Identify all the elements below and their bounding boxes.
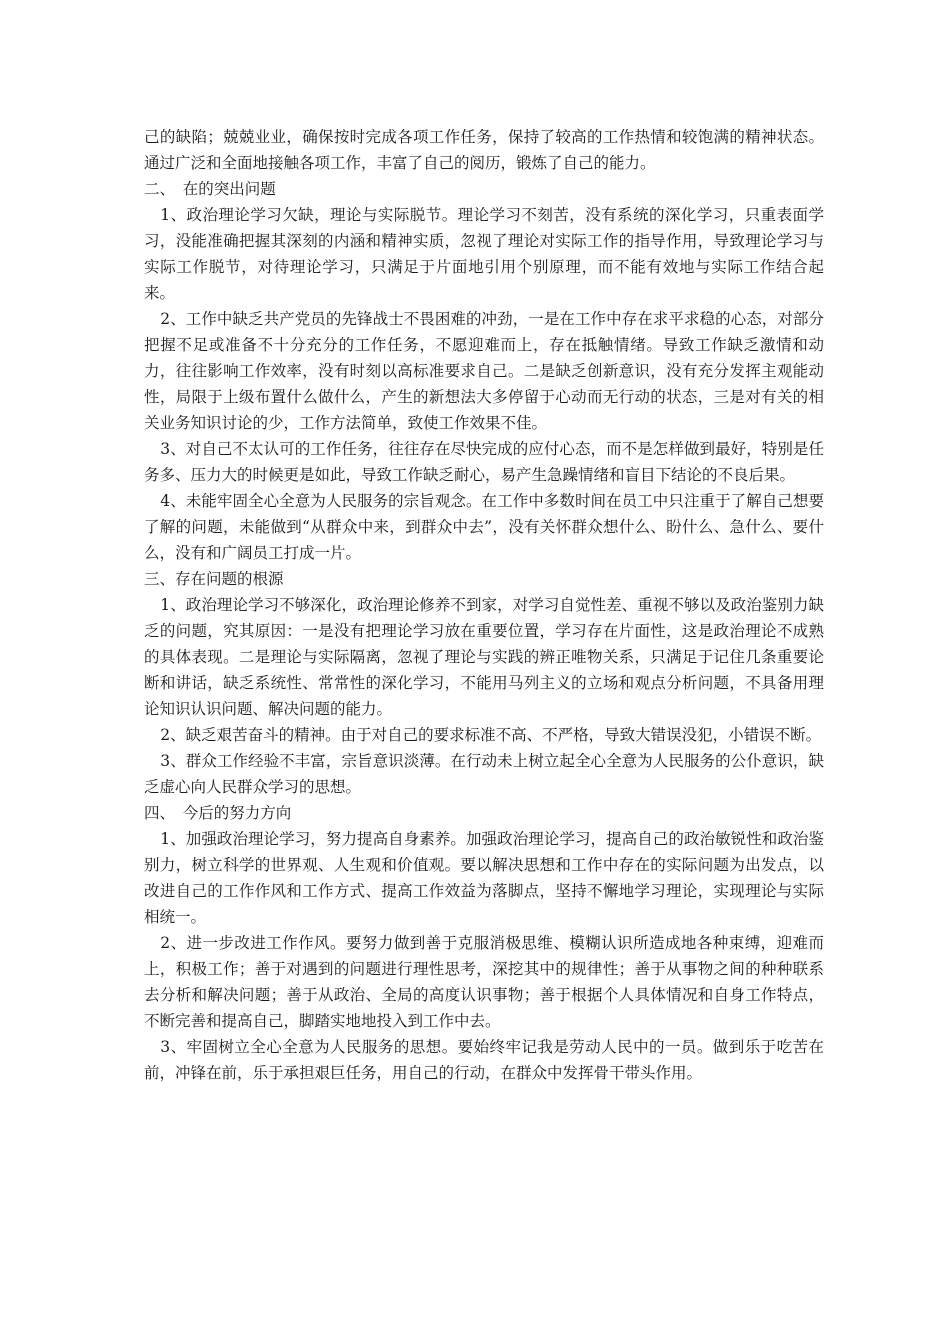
paragraph-root-3: 3、群众工作经验不丰富，宗旨意识淡薄。在行动未上树立起全心全意为人民服务的公仆意识，缺乏虚心向人民群众学习的思想。 [144,752,824,796]
section-heading-3: 三、存在问题的根源 [144,570,284,588]
paragraph-problem-2: 2、工作中缺乏共产党员的先锋战士不畏困难的冲劲，一是在工作中存在求平求稳的心态，对部分把握不足或准备不十分充分的工作任务，不愿迎难而上，存在抵触情绪。导致工作缺乏激情和动力，往往影响工作效率，没有时刻以高标准要求自己。二是缺乏创新意识，没有充分发挥主观能动性，局限于上级布置什么做什么，产生的新想法大多停留于心动而无行动的状态，三是对有关的相关业务知识讨论的少，工作方法简单，致使工作效果不佳。 [144,310,824,432]
paragraph-problem-3: 3、对自己不太认可的工作任务，往往存在尽快完成的应付心态，而不是怎样做到最好，特别是任务多、压力大的时候更是如此，导致工作缺乏耐心，易产生急躁情绪和盲目下结论的不良后果。 [144,440,824,484]
paragraph-problem-1: 1、政治理论学习欠缺，理论与实际脱节。理论学习不刻苦，没有系统的深化学习，只重表面学习，没能准确把握其深刻的内涵和精神实质，忽视了理论对实际工作的指导作用，导致理论学习与实际工作脱节，对待理论学习，只满足于片面地引用个别原理，而不能有效地与实际工作结合起来。 [144,206,824,302]
paragraph-direction-2: 2、进一步改进工作作风。要努力做到善于克服消极思维、模糊认识所造成地各种束缚，迎难而上，积极工作；善于对遇到的问题进行理性思考，深挖其中的规律性；善于从事物之间的种种联系去分析和解决问题；善于从政治、全局的高度认识事物；善于根据个人具体情况和自身工作特点，不断完善和提高自己，脚踏实地地投入到工作中去。 [144,934,824,1030]
paragraph-root-1: 1、政治理论学习不够深化，政治理论修养不到家，对学习自觉性差、重视不够以及政治鉴别力缺乏的问题，究其原因：一是没有把理论学习放在重要位置，学习存在片面性，这是政治理论不成熟的具体表现。二是理论与实际隔离，忽视了理论与实践的辨正唯物关系，只满足于记住几条重要论断和讲话，缺乏系统性、常常性的深化学习，不能用马列主义的立场和观点分析问题，不具备用理论知识认识问题、解决问题的能力。 [144,596,824,718]
section-heading-2: 二、 在的突出问题 [144,180,276,198]
document-body [144,124,824,1086]
paragraph-continuation: 己的缺陷；兢兢业业，确保按时完成各项工作任务，保持了较高的工作热情和较饱满的精神状态。通过广泛和全面地接触各项工作，丰富了自己的阅历，锻炼了自己的能力。 [144,128,824,172]
paragraph-problem-4: 4、未能牢固全心全意为人民服务的宗旨观念。在工作中多数时间在员工中只注重于了解自己想要了解的问题，未能做到“从群众中来，到群众中去”，没有关怀群众想什么、盼什么、急什么、要什么，没有和广阔员工打成一片。 [144,492,824,562]
paragraph-direction-3: 3、牢固树立全心全意为人民服务的思想。要始终牢记我是劳动人民中的一员。做到乐于吃苦在前，冲锋在前，乐于承担艰巨任务，用自己的行动，在群众中发挥骨干带头作用。 [144,1038,824,1082]
paragraph-direction-1: 1、加强政治理论学习，努力提高自身素养。加强政治理论学习，提高自己的政治敏锐性和政治鉴别力，树立科学的世界观、人生观和价值观。要以解决思想和工作中存在的实际问题为出发点，以改进自己的工作作风和工作方式、提高工作效益为落脚点，坚持不懈地学习理论，实现理论与实际相统一。 [144,830,824,926]
section-heading-4: 四、 今后的努力方向 [144,804,292,822]
paragraph-root-2: 2、缺乏艰苦奋斗的精神。由于对自己的要求标准不高、不严格，导致大错误没犯，小错误不断。 [160,726,822,744]
